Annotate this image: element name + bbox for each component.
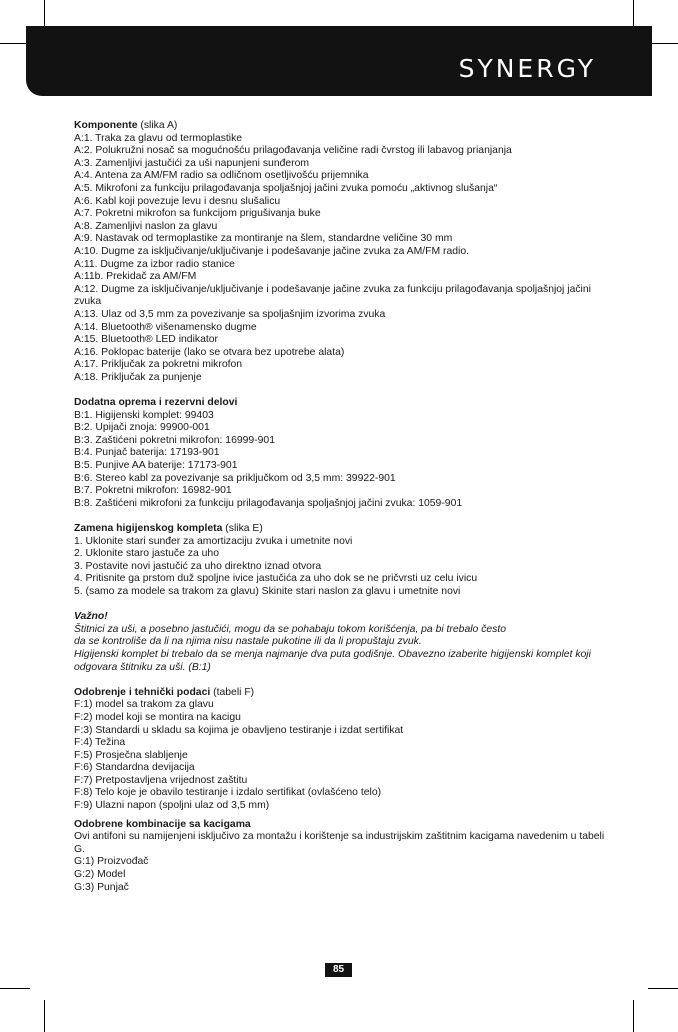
list-item: B:1. Higijenski komplet: 99403: [74, 409, 214, 421]
list-item: A:17. Priključak za pokretni mikrofon: [74, 359, 243, 371]
list-item: B:2. Upijači znoja: 99900-001: [74, 422, 210, 434]
list-item: A:1. Traka za glavu od termoplastike: [74, 132, 243, 144]
components-heading: [74, 120, 614, 133]
list-item: F:8) Telo koje je obavilo testiranje i izdalo sertifikat (ovlašćeno telo): [74, 787, 382, 799]
list-item: F:3) Standardi u skladu sa kojima je obavljeno testiranje i izdat sertifikat: [74, 724, 404, 736]
accessories-section: [74, 397, 614, 510]
crop-mark: [44, 1000, 45, 1032]
list-item: A:5. Mikrofoni za funkciju prilagođavanja spoljašnjoj jačini zvuka pomoću „aktivnog slušanja“: [74, 182, 498, 194]
list-item: A:7. Pokretni mikrofon sa funkcijom prigušivanja buke: [74, 208, 321, 220]
list-item: F:1) model sa trakom za glavu: [74, 699, 214, 711]
list-item: A:3. Zamenljivi jastučići za uši napunjeni sunđerom: [74, 157, 310, 169]
list-item: A:11. Dugme za izbor radio stanice: [74, 258, 235, 270]
header-band: [26, 26, 652, 96]
components-section: [74, 120, 614, 384]
components-title: Komponente: [74, 120, 138, 131]
hygiene-ref: (slika E): [222, 523, 263, 534]
list-item: A:8. Zamenljivi naslon za glavu: [74, 220, 218, 232]
important-section: [74, 611, 614, 674]
list-item: B:7. Pokretni mikrofon: 16982-901: [74, 485, 232, 497]
list-item: A:4. Antena za AM/FM radio sa odličnom osetljivošću prijemnika: [74, 170, 369, 182]
list-item: A:14. Bluetooth® višenamensko dugme: [74, 321, 257, 333]
important-line: Higijenski komplet bi trebalo da se menja najmanje dva puta godišnje. Obavezno izaberite higijenski komplet koji odgovara štitniku za uši. (B:1): [74, 648, 591, 673]
crop-mark: [648, 988, 678, 989]
list-item: 1. Uklonite stari sunđer za amortizaciju zvuka i umetnite novi: [74, 535, 353, 547]
list-item: B:4. Punjač baterija: 17193-901: [74, 447, 220, 459]
list-item: G:1) Proizvođač: [74, 856, 149, 868]
important-line: da se kontroliše da li na njima nisu nastale pukotine ili da li propuštaju zvuk.: [74, 636, 422, 648]
approval-heading: [74, 687, 614, 700]
approval-title: Odobrenje i tehnički podaci: [74, 686, 211, 698]
list-item: 4. Pritisnite ga prstom duž spoljne ivice jastučića za uho dok se ne pričvrsti uz celu ivicu: [74, 573, 478, 585]
hygiene-title: Zamena higijenskog kompleta: [74, 523, 223, 534]
list-item: F:4) Težina: [74, 737, 126, 749]
approval-ref: (tabeli F): [210, 686, 255, 698]
list-item: G:2) Model: [74, 869, 126, 881]
list-item: G:3) Punjač: [74, 881, 129, 893]
list-item: A:12. Dugme za isključivanje/uključivanje i podešavanje jačine zvuka za funkciju prilagođavanja spoljašnjoj jačini zvuka: [74, 283, 591, 308]
important-line: Štitnici za uši, a posebno jastučići, mogu da se pohabaju tokom korišćenja, pa bi trebalo često: [74, 623, 507, 635]
combinations-line: Ovi antifoni su namijenjeni isključivo za montažu i korištenje sa industrijskim zaštitnim kacigama navedenim u tabeli G.: [74, 831, 605, 855]
list-item: F:6) Standardna devijacija: [74, 762, 195, 774]
accessories-heading: Dodatna oprema i rezervni delovi: [74, 397, 238, 409]
crop-mark: [0, 988, 30, 989]
list-item: B:8. Zaštićeni mikrofoni za funkciju prilagođavanja spoljašnjoj jačini zvuka: 1059-901: [74, 497, 463, 509]
list-item: 5. (samo za modele sa trakom za glavu) Skinite stari naslon za glavu i umetnite novi: [74, 585, 461, 597]
list-item: A:9. Nastavak od termoplastike za montiranje na šlem, standardne veličine 30 mm: [74, 233, 453, 245]
hygiene-section: [74, 523, 614, 599]
list-item: 2. Uklonite staro jastuče za uho: [74, 548, 219, 560]
components-ref: (slika A): [137, 120, 178, 131]
combinations-section: [74, 819, 614, 895]
hygiene-heading: [74, 523, 614, 536]
list-item: A:16. Poklopac baterije (lako se otvara bez upotrebe alata): [74, 346, 345, 358]
list-item: F:7) Pretpostavljena vrijednost zaštitu: [74, 774, 248, 786]
list-item: 3. Postavite novi jastučić za uho direktno iznad otvora: [74, 560, 322, 572]
list-item: F:5) Prosječna slabljenje: [74, 749, 188, 761]
crop-mark: [633, 1000, 634, 1032]
list-item: F:9) Ulazni napon (spoljni ulaz od 3,5 mm): [74, 800, 270, 812]
list-item: B:6. Stereo kabl za povezivanje sa priključkom od 3,5 mm: 39922-901: [74, 472, 396, 484]
document-body: [74, 120, 614, 894]
list-item: B:5. Punjive AA baterije: 17173-901: [74, 460, 238, 472]
brand-logo: SYNERGY: [458, 54, 596, 83]
page-number: 85: [325, 963, 352, 977]
list-item: A:2. Polukružni nosač sa mogućnošću prilagođavanja veličine radi čvrstog ili labavog prianjanja: [74, 145, 512, 157]
approval-section: [74, 687, 614, 813]
list-item: F:2) model koji se montira na kacigu: [74, 711, 241, 723]
list-item: A:10. Dugme za isključivanje/uključivanje i podešavanje jačine zvuka za AM/FM radio.: [74, 245, 470, 257]
list-item: A:18. Priključak za punjenje: [74, 371, 202, 383]
list-item: B:3. Zaštićeni pokretni mikrofon: 16999-901: [74, 434, 275, 446]
important-heading: Važno!: [74, 611, 108, 623]
list-item: A:11b. Prekidač za AM/FM: [74, 271, 197, 283]
combinations-heading: Odobrene kombinacije sa kacigama: [74, 818, 251, 830]
list-item: A:15. Bluetooth® LED indikator: [74, 334, 218, 346]
list-item: A:6. Kabl koji povezuje levu i desnu slušalicu: [74, 195, 281, 207]
crop-mark: [648, 43, 678, 44]
list-item: A:13. Ulaz od 3,5 mm za povezivanje sa spoljašnjim izvorima zvuka: [74, 308, 386, 320]
